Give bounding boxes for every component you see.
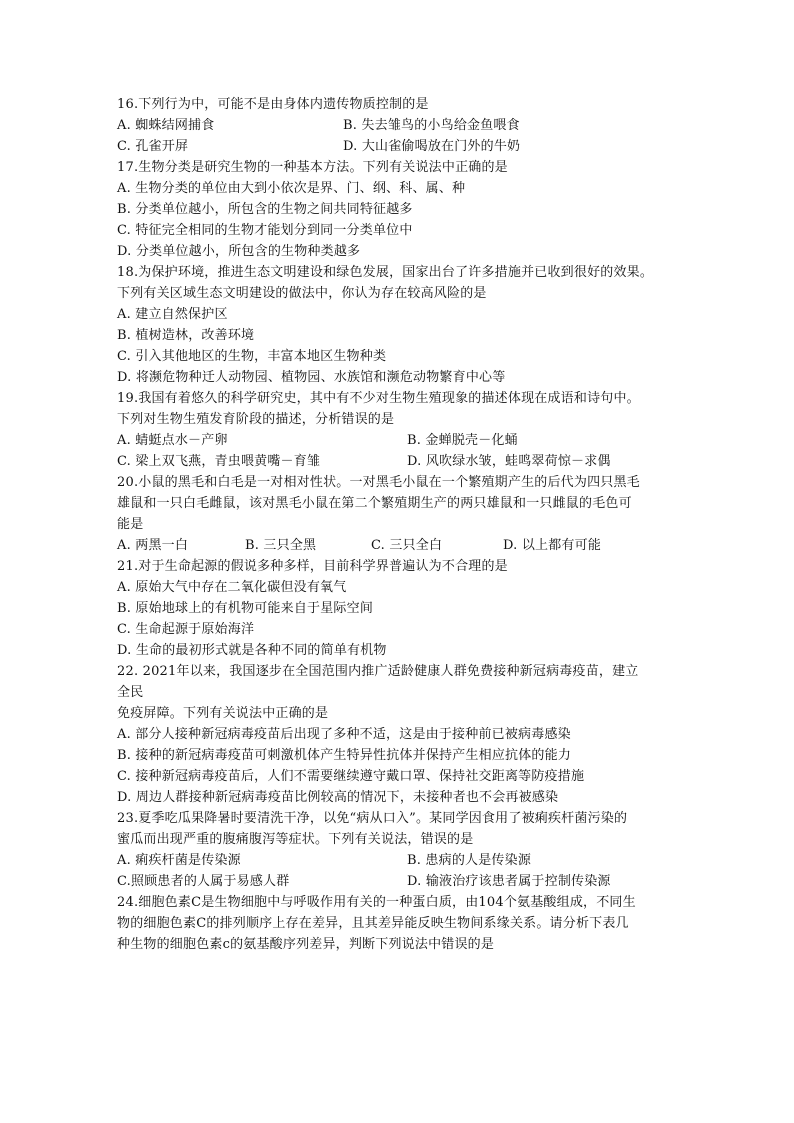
q16-option-c: C. 孔雀开屏 (117, 139, 189, 154)
q24-stem-line3: 种生物的细胞色素c的氨基酸序列差异，判断下列说法中错误的是 (117, 937, 495, 952)
q23-options-row2 (117, 871, 687, 892)
q20-option-d: D. 以上都有可能 (503, 538, 602, 553)
q17-option-c: C. 特征完全相同的生物才能划分到同一分类单位中 (117, 223, 413, 238)
q16-option-a: A. 蜘蛛结网捕食 (117, 118, 215, 133)
q21-option-a: A. 原始大气中存在二氧化碳但没有氧气 (117, 580, 347, 595)
q19-stem-line1: 19.我国有着悠久的科学研究史，其中有不少对生物生殖现象的描述体现在成语和诗句中。 (117, 391, 640, 406)
q20-stem-line3: 能是 (117, 517, 144, 532)
q23-options-row1 (117, 850, 687, 871)
q17-option-d: D. 分类单位越小，所包含的生物种类越多 (117, 244, 361, 259)
q18-stem-line1: 18.为保护环境，推进生态文明建设和绿色发展，国家出台了许多措施并已收到很好的效果。 (117, 265, 654, 280)
q19-option-d: D. 风吹绿水皱，蛙鸣翠荷惊－求偶 (407, 454, 611, 469)
question-list (117, 94, 687, 955)
q18-option-d: D. 将濒危物种迁人动物园、植物园、水族馆和濒危动物繁育中心等 (117, 370, 506, 385)
q21-stem: 21.对于生命起源的假说多种多样，目前科学界普遍认为不合理的是 (117, 559, 508, 574)
q18-stem-line2: 下列有关区域生态文明建设的做法中，你认为存在较高风险的是 (117, 286, 487, 301)
q17-stem: 17.生物分类是研究生物的一种基本方法。下列有关说法中正确的是 (117, 160, 508, 175)
q16-options-row1 (117, 115, 687, 136)
q20-stem-line1: 20.小鼠的黑毛和白毛是一对相对性状。一对黑毛小鼠在一个繁殖期产生的后代为四只黑毛 (117, 475, 640, 490)
q22-option-d: D. 周边人群接种新冠病毒疫苗比例较高的情况下，未接种者也不会再被感染 (117, 790, 559, 805)
q20-option-b: B. 三只全黑 (245, 538, 317, 553)
q17-option-a: A. 生物分类的单位由大到小依次是界、门、纲、科、属、种 (117, 181, 466, 196)
q21-option-d: D. 生命的最初形式就是各种不同的简单有机物 (117, 643, 387, 658)
q23-option-d: D. 输液治疗该患者属于控制传染源 (407, 874, 611, 889)
q23-option-c: C.照顾患者的人属于易感人群 (117, 874, 290, 889)
q20-option-a: A. 两黑一白 (117, 538, 189, 553)
q16-options-row2 (117, 136, 687, 157)
q22-option-b: B. 接种的新冠病毒疫苗可刺激机体产生特异性抗体并保持产生相应抗体的能力 (117, 748, 572, 763)
q19-option-b: B. 金蝉脱壳－化蛹 (407, 433, 518, 448)
q23-option-a: A. 痢疾杆菌是传染源 (117, 853, 241, 868)
q18-option-b: B. 植树造林，改善环境 (117, 328, 255, 343)
q19-stem-line2: 下列对生物生殖发育阶段的描述，分析错误的是 (117, 412, 395, 427)
q18-option-a: A. 建立自然保护区 (117, 307, 228, 322)
q20-option-c: C. 三只全白 (371, 538, 443, 553)
q16-option-b: B. 失去雏鸟的小鸟给金鱼喂食 (343, 118, 520, 133)
q22-option-a: A. 部分人接种新冠病毒疫苗后出现了多种不适，这是由于接种前已被病毒感染 (117, 727, 571, 742)
q20-stem-line2: 雄鼠和一只白毛雌鼠，该对黑毛小鼠在第二个繁殖期生产的两只雄鼠和一只雌鼠的毛色可 (117, 496, 632, 511)
q19-options-row1 (117, 430, 687, 451)
q24-stem-line1: 24.细胞色素C是生物细胞中与呼吸作用有关的一种蛋白质，由104个氨基酸组成，不同生 (117, 895, 636, 910)
q22-option-c: C. 接种新冠病毒疫苗后，人们不需要继续遵守戴口罩、保持社交距离等防疫措施 (117, 769, 585, 784)
q23-option-b: B. 患病的人是传染源 (407, 853, 532, 868)
q19-options-row2 (117, 451, 687, 472)
q19-option-c: C. 梁上双飞燕，青虫喂黄嘴－育雏 (117, 454, 321, 469)
q23-stem-line1: 23.夏季吃瓜果降暑时要清洗干净，以免“病从口入”。某同学因食用了被痢疾杆菌污染的 (117, 811, 628, 826)
q23-stem-line2: 蜜瓜而出现严重的腹痛腹泻等症状。下列有关说法，错误的是 (117, 832, 474, 847)
q21-option-c: C. 生命起源于原始海洋 (117, 622, 255, 637)
q21-option-b: B. 原始地球上的有机物可能来自于星际空间 (117, 601, 374, 616)
q22-stem-line2: 全民 (117, 685, 144, 700)
q22-stem-line1: 22. 2021年以来，我国逐步在全国范围内推广适龄健康人群免费接种新冠病毒疫苗，建立 (117, 664, 639, 679)
q16-stem: 16.下列行为中，可能不是由身体内遗传物质控制的是 (117, 97, 429, 112)
q24-stem-line2: 物的细胞色素C的排列顺序上存在差异，且其差异能反映生物间系缘关系。请分析下表几 (117, 916, 629, 931)
q20-options-row (117, 535, 687, 556)
q17-option-b: B. 分类单位越小，所包含的生物之间共同特征越多 (117, 202, 413, 217)
q22-stem-line3: 免疫屏障。下列有关说法中正确的是 (117, 706, 329, 721)
q19-option-a: A. 蜻蜓点水－产卵 (117, 433, 228, 448)
q18-option-c: C. 引入其他地区的生物，丰富本地区生物种类 (117, 349, 387, 364)
q16-option-d: D. 大山雀偷喝放在门外的牛奶 (343, 139, 521, 154)
